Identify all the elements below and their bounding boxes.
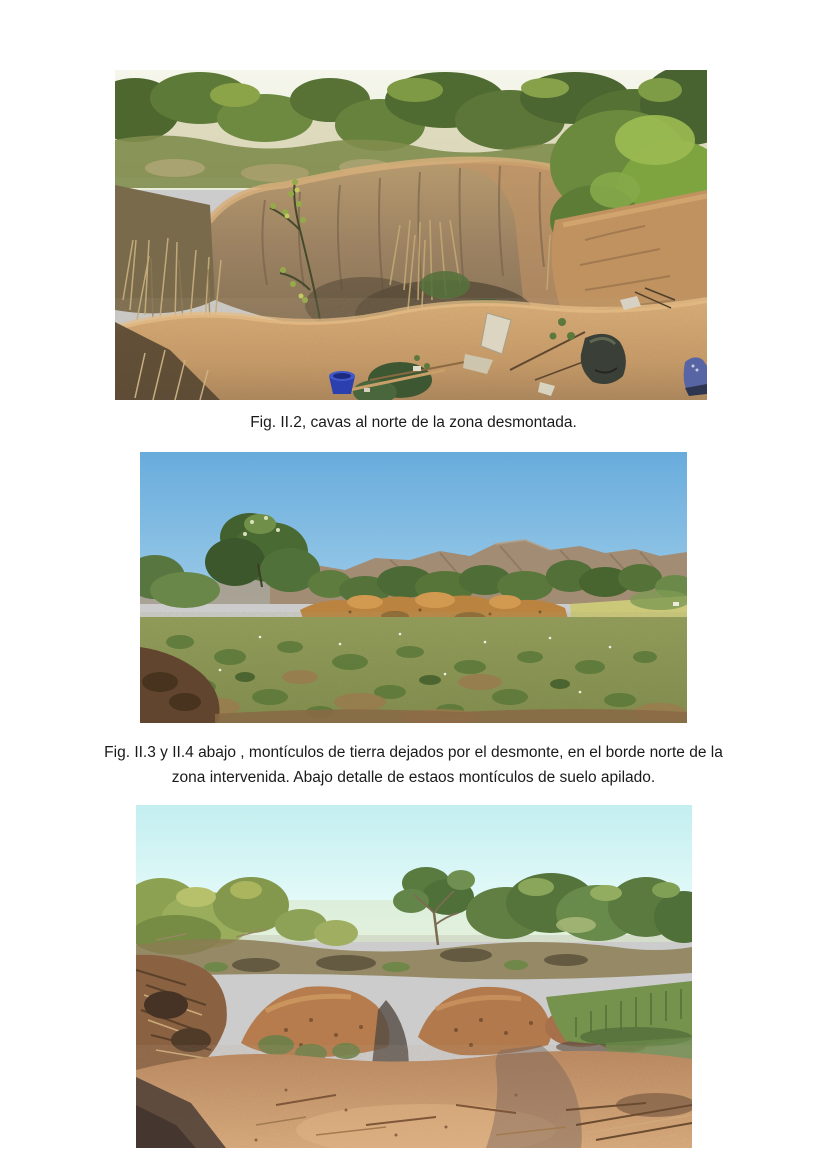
fig-ii3-ii4-caption bbox=[0, 740, 827, 790]
blue-bucket bbox=[329, 371, 355, 394]
fig-ii2-photo-graphic bbox=[115, 70, 707, 400]
fig-ii3-image bbox=[140, 452, 687, 723]
fig-ii3-photo-graphic bbox=[140, 452, 687, 723]
fig-ii4-image bbox=[136, 805, 692, 1148]
fig-ii2-caption bbox=[0, 410, 827, 435]
caption-text: Fig. II.2, cavas al norte de la zona desmontada. bbox=[250, 414, 577, 431]
caption-text-line2: zona intervenida. Abajo detalle de estaos montículos de suelo apilado. bbox=[171, 769, 656, 786]
caption-text-line1: Fig. II.3 y II.4 abajo , montículos de tierra dejados por el desmonte, en el borde norte de la bbox=[104, 744, 723, 761]
fig-ii4-photo-graphic bbox=[136, 805, 692, 1148]
fig-ii2-image bbox=[115, 70, 707, 400]
blue-shoe bbox=[684, 357, 707, 396]
